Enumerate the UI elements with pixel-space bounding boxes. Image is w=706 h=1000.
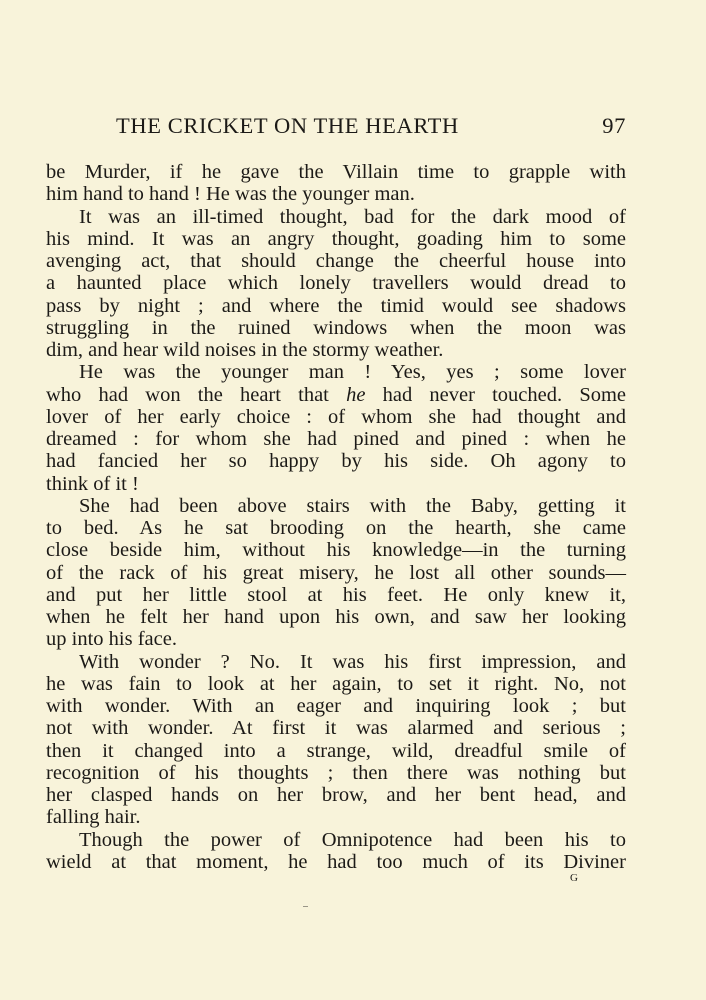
- text-line: and put her little stool at his feet. He only knew it,: [46, 583, 626, 606]
- text-line: close beside him, without his knowledge—in the turning: [46, 539, 626, 562]
- paragraph-first-line: Though the power of Omnipotence had been his to: [79, 828, 626, 851]
- paragraph-first-line: She had been above stairs with the Baby, getting it: [79, 494, 626, 517]
- running-head: [46, 113, 626, 143]
- text-line: be Murder, if he gave the Villain time to grapple with: [46, 161, 626, 183]
- text-line: falling hair.: [46, 806, 141, 829]
- text-line: recognition of his thoughts ; then there was nothing but: [46, 761, 626, 784]
- text-line: a haunted place which lonely travellers would dread to: [46, 272, 626, 295]
- text-line: his mind. It was an angry thought, goading him to some: [46, 227, 626, 250]
- signature-mark: G: [570, 872, 579, 884]
- text-line: he was fain to look at her again, to set it right. No, not: [46, 672, 626, 695]
- text-line: avenging act, that should change the cheerful house into: [46, 250, 626, 272]
- text-line: [46, 384, 626, 406]
- paragraph-first-line: With wonder ? No. It was his first impression, and: [79, 650, 626, 673]
- text-line: struggling in the ruined windows when the moon was: [46, 316, 626, 339]
- text-line: dim, and hear wild noises in the stormy weather.: [46, 339, 444, 361]
- text-line: of the rack of his great misery, he lost all other sounds—: [46, 561, 626, 584]
- running-title: THE CRICKET ON THE HEARTH: [116, 113, 459, 138]
- text-line: then it changed into a strange, wild, dreadful smile of: [46, 739, 626, 762]
- text-line: pass by night ; and where the timid would see shadows: [46, 294, 626, 317]
- text-segment: had never touched. Some: [382, 383, 627, 406]
- text-line: with wonder. With an eager and inquiring look ; but: [46, 695, 626, 717]
- text-line: think of it !: [46, 472, 139, 495]
- body-text: [46, 161, 626, 873]
- text-line: had fancied her so happy by his side. Oh agony to: [46, 450, 626, 473]
- text-line: when he felt her hand upon his own, and saw her looking: [46, 606, 626, 628]
- stray-ink-mark: [303, 906, 308, 907]
- text-line: to bed. As he sat brooding on the hearth, she came: [46, 517, 626, 539]
- text-line: him hand to hand ! He was the younger man.: [46, 183, 415, 206]
- text-segment: who had won the heart that: [46, 383, 329, 406]
- paragraph-first-line: It was an ill-timed thought, bad for the dark mood of: [79, 205, 626, 228]
- italic-word: he: [346, 383, 366, 406]
- text-line: her clasped hands on her brow, and her bent head, and: [46, 784, 626, 806]
- paragraph-first-line: He was the younger man ! Yes, yes ; some lover: [79, 361, 626, 384]
- text-line: not with wonder. At first it was alarmed and serious ;: [46, 717, 626, 740]
- page-number: 97: [602, 113, 626, 138]
- text-line: lover of her early choice : of whom she had thought and: [46, 405, 626, 428]
- text-line: dreamed : for whom she had pined and pined : when he: [46, 428, 626, 450]
- text-line: wield at that moment, he had too much of its Diviner: [46, 850, 626, 873]
- text-line: up into his face.: [46, 628, 177, 651]
